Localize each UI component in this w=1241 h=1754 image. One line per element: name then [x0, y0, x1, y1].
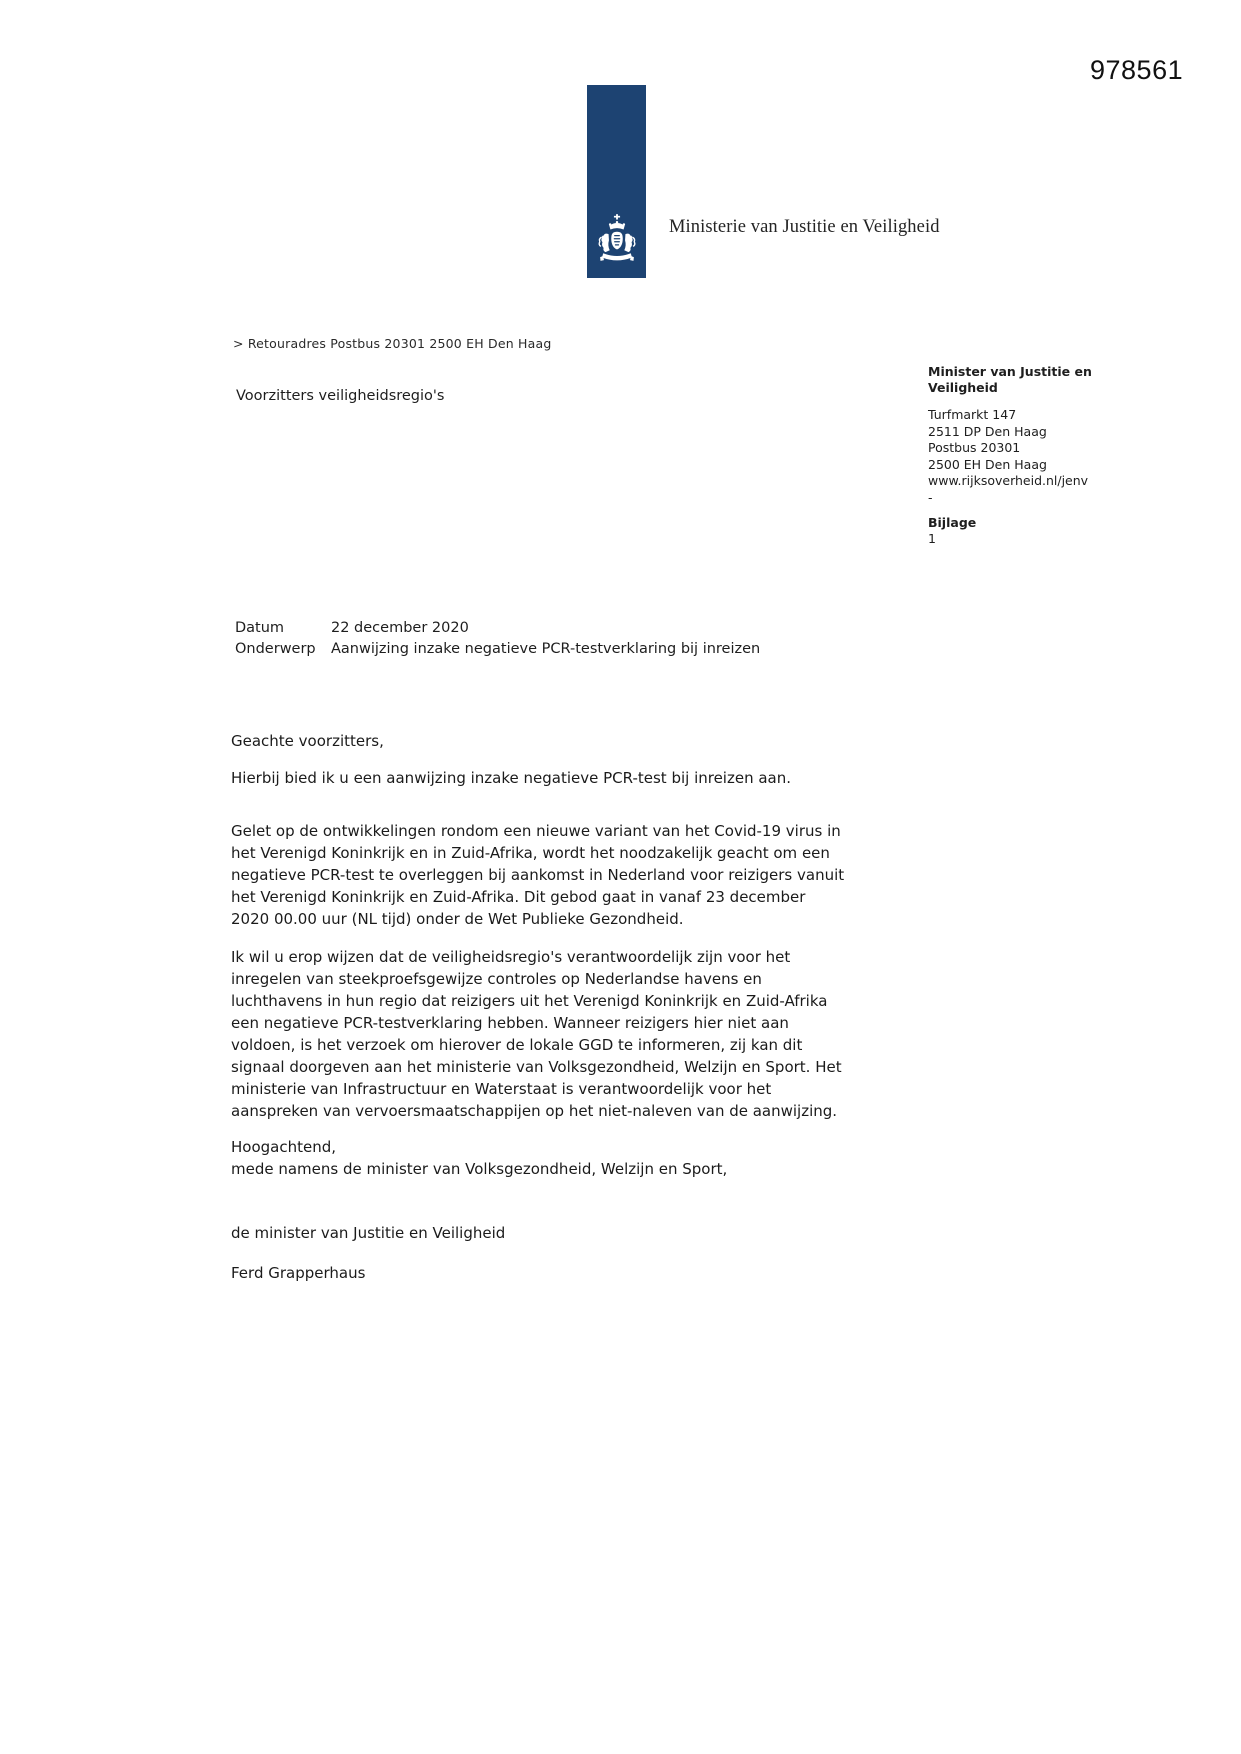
sender-title: Minister van Justitie en Veiligheid [928, 364, 1092, 395]
ministry-name: Ministerie van Justitie en Veiligheid [669, 217, 940, 237]
date-label: Datum [235, 620, 285, 636]
royal-coat-of-arms-icon [594, 213, 640, 273]
date-value: 22 december 2020 [331, 620, 469, 636]
paragraph-2: Gelet op de ontwikkelingen rondom een nieuwe variant van het Covid-19 virus in het Verenigd Koninkrijk en in Zuid-Afrika, wordt het noodzakelijk geacht om een negatieve PCR-test te overleggen bij aankomst in Nederland voor reizigers vanuit het Verenigd Koninkrijk en Zuid-Afrika. Dit gebod gaat in vanaf 23 december 2020 00.00 uur (NL tijd) onder de Wet Publieke Gezondheid. [231, 822, 845, 928]
return-address: > Retouradres Postbus 20301 2500 EH Den Haag [233, 336, 552, 351]
signer-name: Ferd Grapperhaus [231, 1264, 366, 1282]
subject-value: Aanwijzing inzake negatieve PCR-testverklaring bij inreizen [331, 641, 761, 657]
signer-role: de minister van Justitie en Veiligheid [231, 1224, 506, 1242]
attachment-value: 1 [928, 531, 936, 546]
closing-salutation: Hoogachtend, mede namens de minister van Volksgezondheid, Welzijn en Sport, [231, 1138, 728, 1178]
addressee: Voorzitters veiligheidsregio's [236, 388, 445, 404]
paragraph-1: Hierbij bied ik u een aanwijzing inzake negatieve PCR-test bij inreizen aan. [231, 769, 792, 787]
salutation: Geachte voorzitters, [231, 732, 384, 750]
letter-meta [235, 618, 760, 660]
subject-row [235, 639, 760, 660]
sender-address: Turfmarkt 147 2511 DP Den Haag Postbus 20301 2500 EH Den Haag www.rijksoverheid.nl/jenv - [928, 407, 1089, 505]
rijksoverheid-logo [587, 85, 646, 278]
attachment-label: Bijlage [928, 515, 977, 530]
document-number: 978561 [1090, 55, 1184, 85]
sender-info-sidebar [928, 364, 1103, 547]
paragraph-3: Ik wil u erop wijzen dat de veiligheidsregio's verantwoordelijk zijn voor het inregelen van steekproefsgewijze controles op Nederlandse havens en luchthavens in hun regio dat reizigers uit het Verenigd Koninkrijk en Zuid-Afrika een negatieve PCR-testverklaring hebben. Wanneer reizigers hier niet aan voldoen, is het verzoek om hierover de lokale GGD te informeren, zij kan dit signaal doorgeven aan het ministerie van Volksgezondheid, Welzijn en Sport. Het ministerie van Infrastructuur en Waterstaat is verantwoordelijk voor het aanspreken van vervoersmaatschappijen op het niet-naleven van de aanwijzing. [231, 948, 842, 1120]
subject-label: Onderwerp [235, 641, 316, 657]
date-row [235, 618, 760, 639]
